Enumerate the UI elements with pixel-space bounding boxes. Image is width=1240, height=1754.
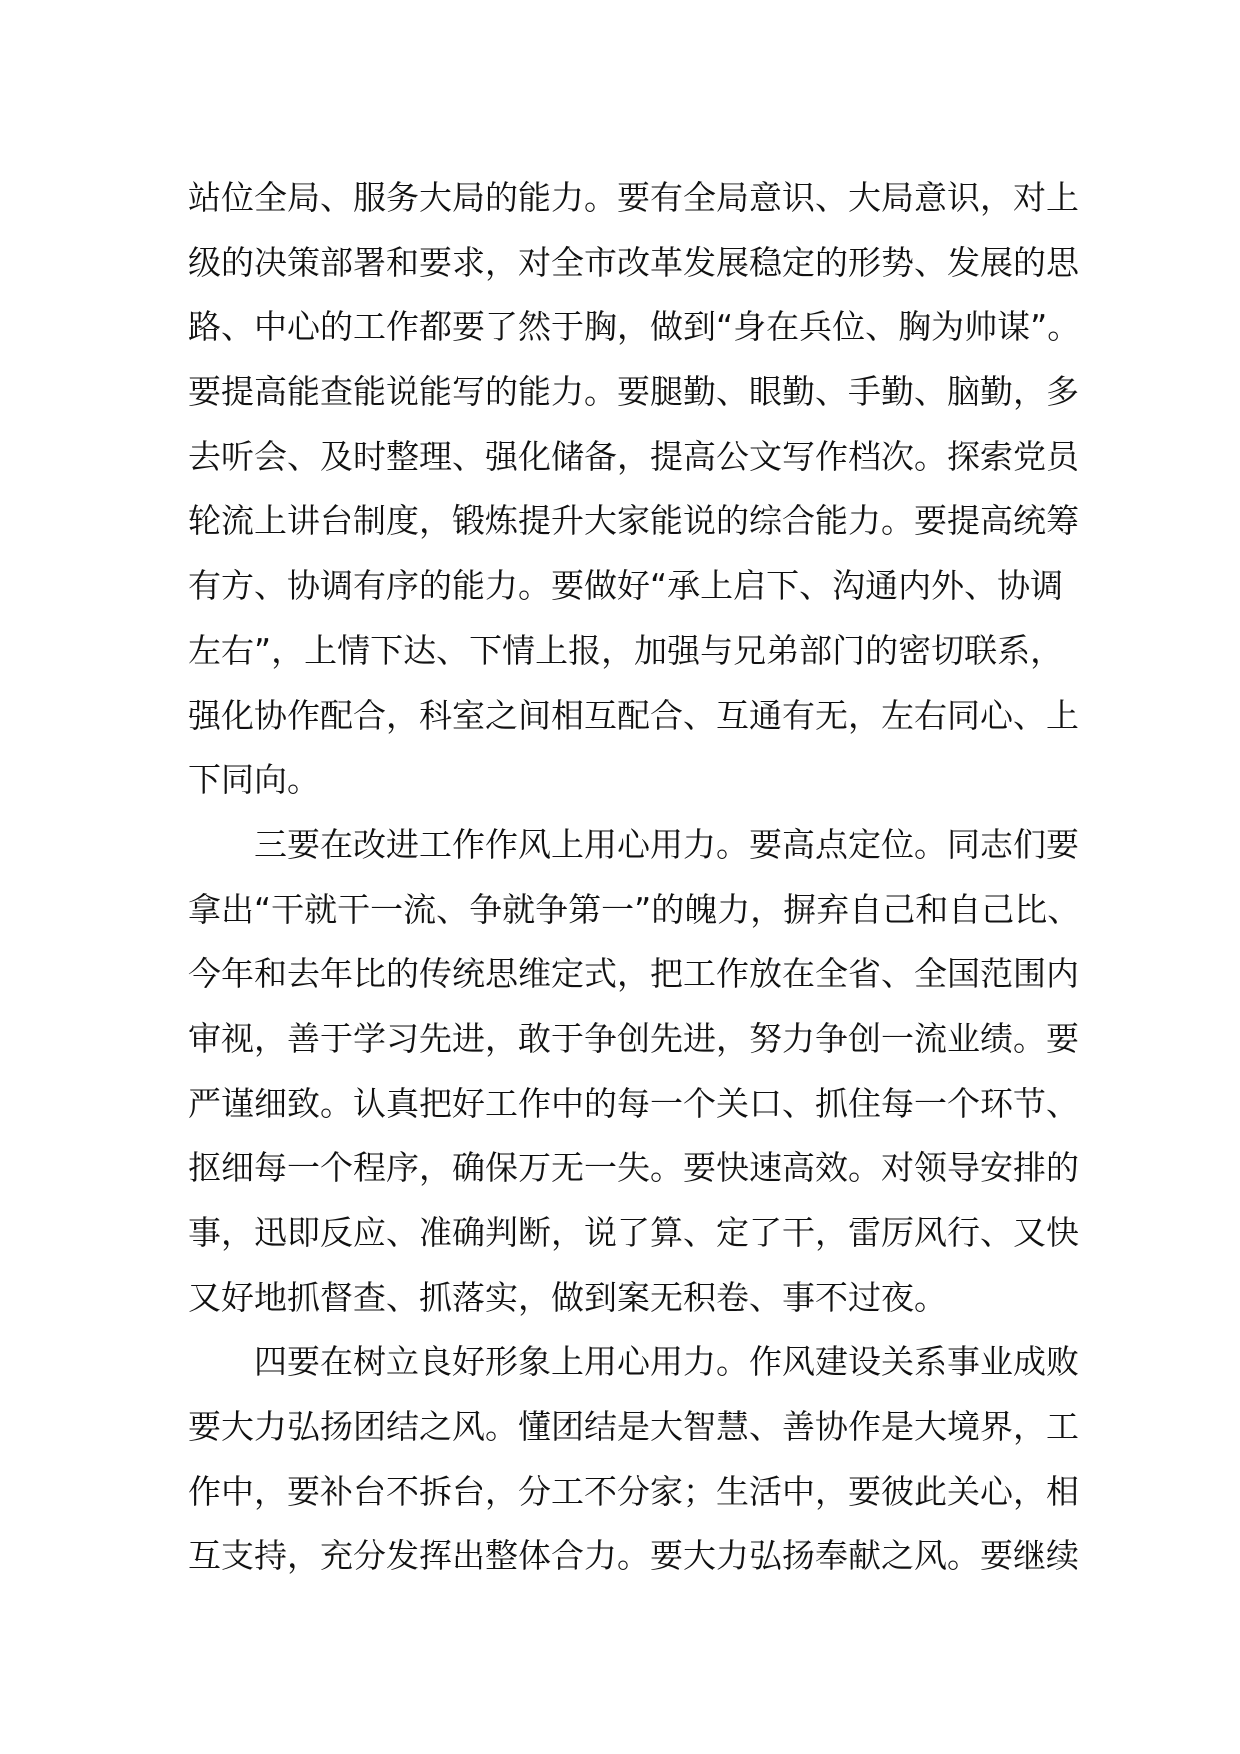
text-line: 左右”，上情下达、下情上报，加强与兄弟部门的密切联系， [188, 630, 1064, 670]
paragraph-start-line: 四要在树立良好形象上用心用力。作风建设关系事业成败 [254, 1342, 1079, 1382]
text-line: 抠细每一个程序，确保万无一失。要快速高效。对领导安排的 [188, 1148, 1079, 1188]
text-line: 有方、协调有序的能力。要做好“承上启下、沟通内外、协调 [188, 566, 1064, 606]
text-line: 站位全局、服务大局的能力。要有全局意识、大局意识，对上 [188, 178, 1079, 217]
text-line: 去听会、及时整理、强化储备，提高公文写作档次。探索党员 [188, 436, 1079, 476]
body-text [188, 166, 1081, 1589]
paragraph-start-line: 三要在改进工作作风上用心用力。要高点定位。同志们要 [254, 824, 1079, 864]
text-line: 轮流上讲台制度，锻炼提升大家能说的综合能力。要提高统筹 [188, 501, 1079, 541]
text-line: 今年和去年比的传统思维定式，把工作放在全省、全国范围内 [188, 954, 1079, 994]
text-line: 作中，要补台不拆台，分工不分家；生活中，要彼此关心，相 [188, 1471, 1079, 1511]
text-line: 级的决策部署和要求，对全市改革发展稳定的形势、发展的思 [188, 242, 1079, 282]
text-line: 又好地抓督查、抓落实，做到案无积卷、事不过夜。 [188, 1277, 947, 1317]
text-line: 要大力弘扬团结之风。懂团结是大智慧、善协作是大境界，工 [188, 1407, 1079, 1447]
text-line: 互支持，充分发挥出整体合力。要大力弘扬奉献之风。要继续 [188, 1536, 1079, 1576]
text-line: 强化协作配合，科室之间相互配合、互通有无，左右同心、上 [188, 695, 1079, 735]
text-line: 要提高能查能说能写的能力。要腿勤、眼勤、手勤、脑勤，多 [188, 372, 1079, 412]
text-line: 严谨细致。认真把好工作中的每一个关口、抓住每一个环节、 [188, 1083, 1079, 1123]
text-line: 审视，善于学习先进，敢于争创先进，努力争创一流业绩。要 [188, 1018, 1079, 1058]
text-line: 下同向。 [188, 760, 320, 800]
text-line: 拿出“干就干一流、争就争第一”的魄力，摒弃自己和自己比、 [188, 889, 1081, 929]
text-line: 事，迅即反应、准确判断，说了算、定了干，雷厉风行、又快 [188, 1213, 1079, 1252]
text-line: 路、中心的工作都要了然于胸，做到“身在兵位、胸为帅谋”。 [188, 307, 1081, 347]
